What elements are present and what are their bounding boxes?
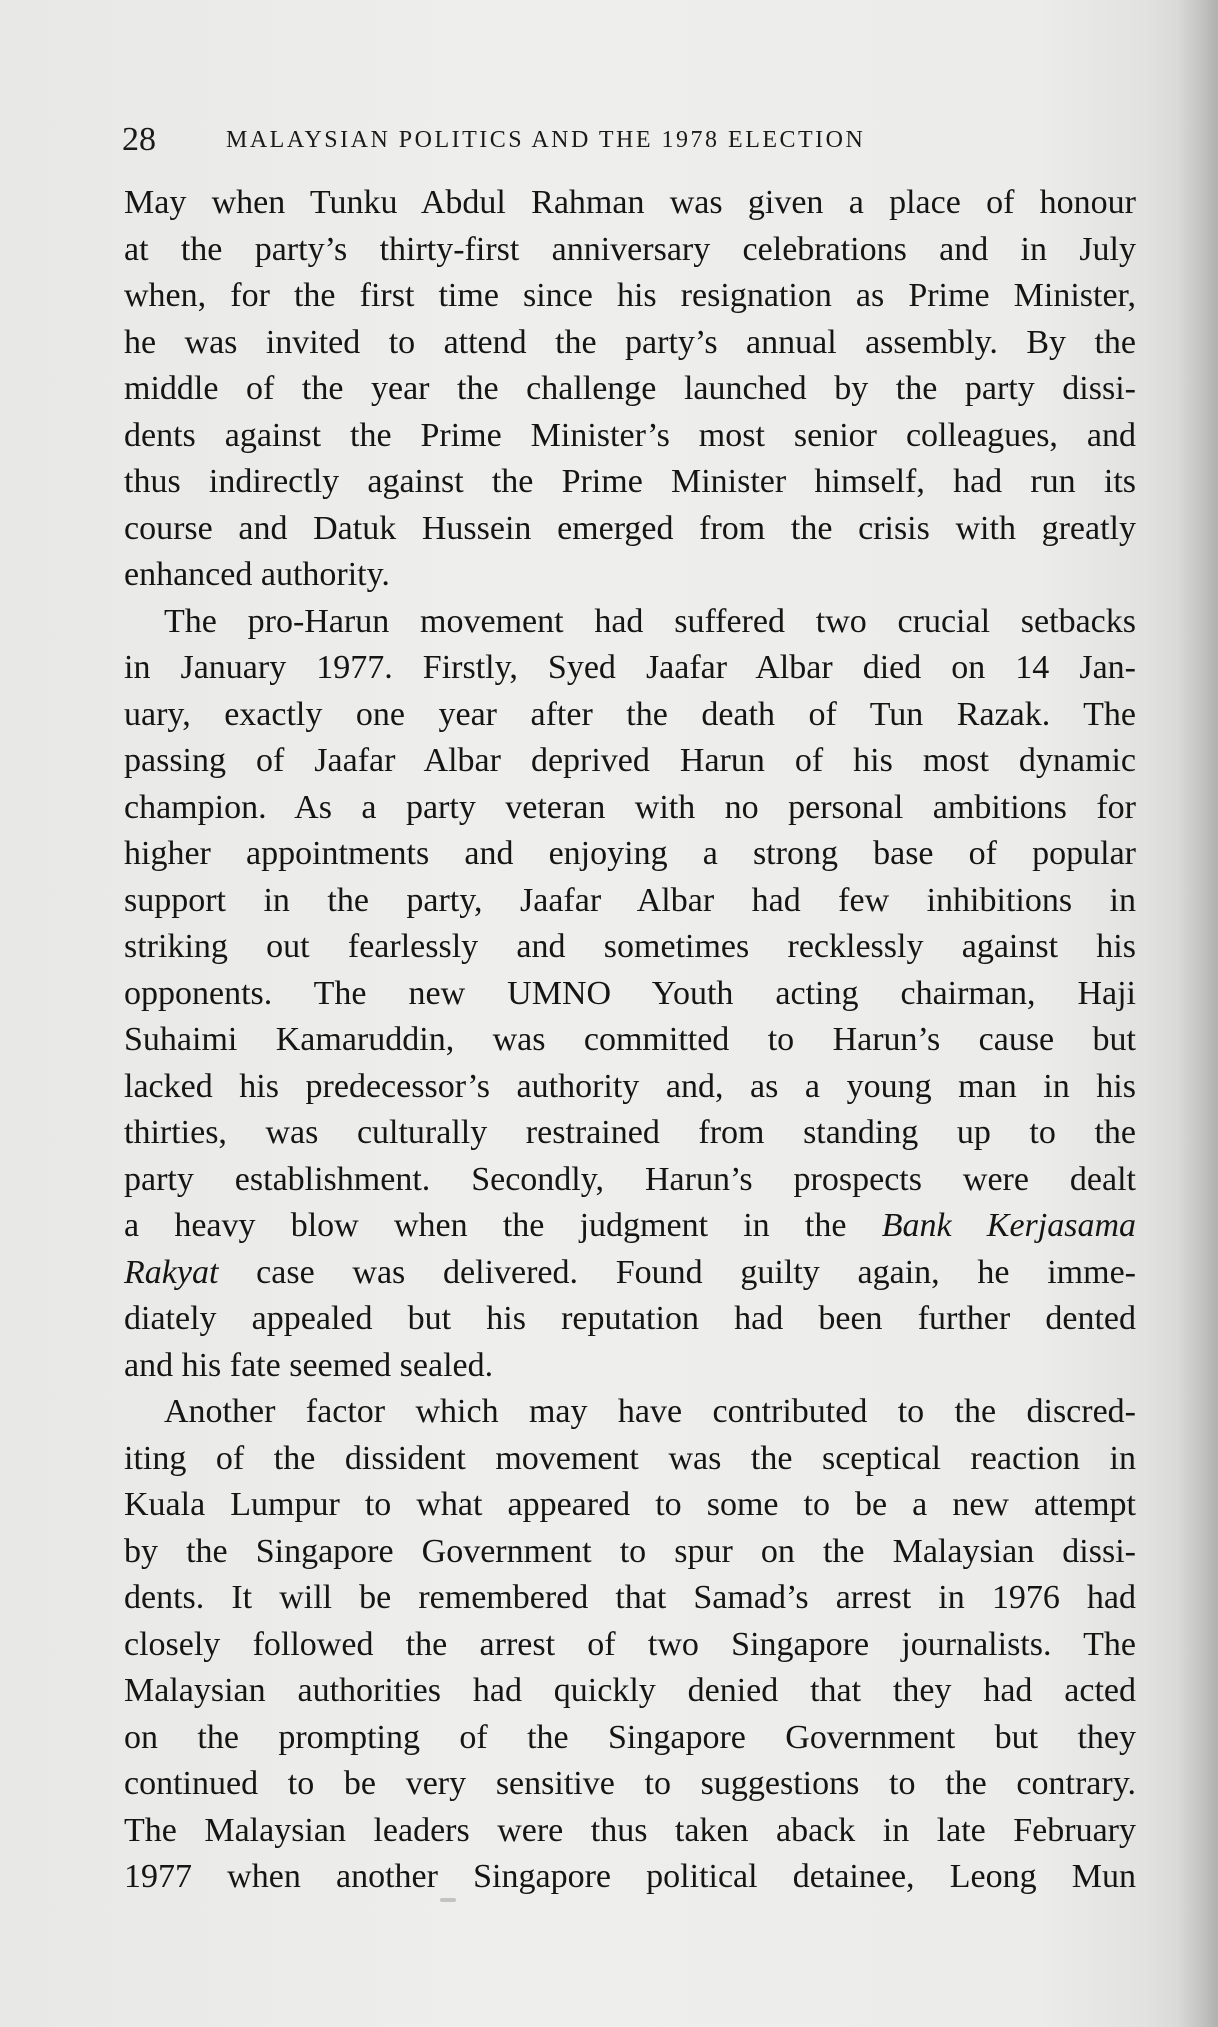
- case-name-italic: Bank Kerjasama: [881, 1207, 1137, 1244]
- text-line: dents. It will be remembered that Samad’s arrest in 1976 had: [124, 1579, 1136, 1616]
- text-line-with-italic: [124, 1250, 1136, 1297]
- text-line: uary, exactly one year after the death of Tun Razak. The: [124, 695, 1136, 733]
- text-line: The pro-Harun movement had suffered two crucial setbacks: [164, 602, 1136, 640]
- text-line: at the party’s thirty-first anniversary celebrations and in July: [124, 230, 1136, 268]
- text-line: champion. As a party veteran with no personal ambitions for: [124, 788, 1136, 826]
- text-line: Malaysian authorities had quickly denied that they had acted: [124, 1672, 1136, 1709]
- text-line: passing of Jaafar Albar deprived Harun of his most dynamic: [124, 742, 1136, 779]
- text-line: support in the party, Jaafar Albar had few inhibitions in: [124, 881, 1136, 919]
- smudge-mark: [440, 1898, 456, 1902]
- spine-shadow: [1178, 0, 1218, 2027]
- text-line: in January 1977. Firstly, Syed Jaafar Albar died on 14 Jan-: [124, 649, 1136, 686]
- text-line: closely followed the arrest of two Singapore journalists. The: [124, 1625, 1136, 1663]
- text-line: diately appealed but his reputation had been further dented: [124, 1300, 1136, 1337]
- case-name-italic: Rakyat: [124, 1253, 219, 1291]
- text-line: 1977 when another Singapore political detainee, Leong Mun: [124, 1858, 1136, 1895]
- running-head: MALAYSIAN POLITICS AND THE 1978 ELECTION: [226, 127, 866, 153]
- body-text: [124, 180, 1136, 1901]
- text-line: by the Singapore Government to spur on the Malaysian dissi-: [124, 1532, 1136, 1570]
- text-line: continued to be very sensitive to suggestions to the contrary.: [124, 1765, 1136, 1802]
- text-line: higher appointments and enjoying a strong base of popular: [124, 835, 1136, 872]
- text-line: thirties, was culturally restrained from standing up to the: [124, 1114, 1136, 1151]
- text-line: and his fate seemed sealed.: [124, 1346, 494, 1384]
- text-line: he was invited to attend the party’s annual assembly. By the: [124, 323, 1136, 361]
- text-line: thus indirectly against the Prime Minister himself, had run its: [124, 463, 1136, 500]
- text-line: The Malaysian leaders were thus taken aback in late February: [124, 1811, 1136, 1849]
- text-segment: a heavy blow when the judgment in the: [124, 1207, 847, 1244]
- text-line: opponents. The new UMNO Youth acting chairman, Haji: [124, 974, 1136, 1012]
- text-line: Another factor which may have contributed to the discred-: [164, 1393, 1136, 1430]
- text-segment: case was delivered. Found guilty again, he imme-: [256, 1253, 1136, 1291]
- text-line: on the prompting of the Singapore Government but they: [124, 1718, 1136, 1756]
- text-line: party establishment. Secondly, Harun’s prospects were dealt: [124, 1160, 1136, 1198]
- text-line: Kuala Lumpur to what appeared to some to be a new attempt: [124, 1486, 1136, 1523]
- text-line: iting of the dissident movement was the sceptical reaction in: [124, 1439, 1136, 1477]
- text-line-with-italic: [124, 1203, 1136, 1250]
- text-line: Suhaimi Kamaruddin, was committed to Harun’s cause but: [124, 1021, 1136, 1058]
- text-line: when, for the first time since his resignation as Prime Minister,: [124, 277, 1136, 314]
- text-line: striking out fearlessly and sometimes recklessly against his: [124, 928, 1136, 965]
- page-number: 28: [122, 121, 156, 158]
- text-line: dents against the Prime Minister’s most senior colleagues, and: [124, 416, 1136, 454]
- text-line: middle of the year the challenge launched by the party dissi-: [124, 370, 1136, 407]
- text-line: course and Datuk Hussein emerged from the crisis with greatly: [124, 509, 1136, 547]
- text-line: lacked his predecessor’s authority and, as a young man in his: [124, 1067, 1136, 1105]
- page-header: [122, 118, 1142, 162]
- text-line: May when Tunku Abdul Rahman was given a place of honour: [124, 184, 1136, 221]
- text-line: enhanced authority.: [124, 556, 390, 593]
